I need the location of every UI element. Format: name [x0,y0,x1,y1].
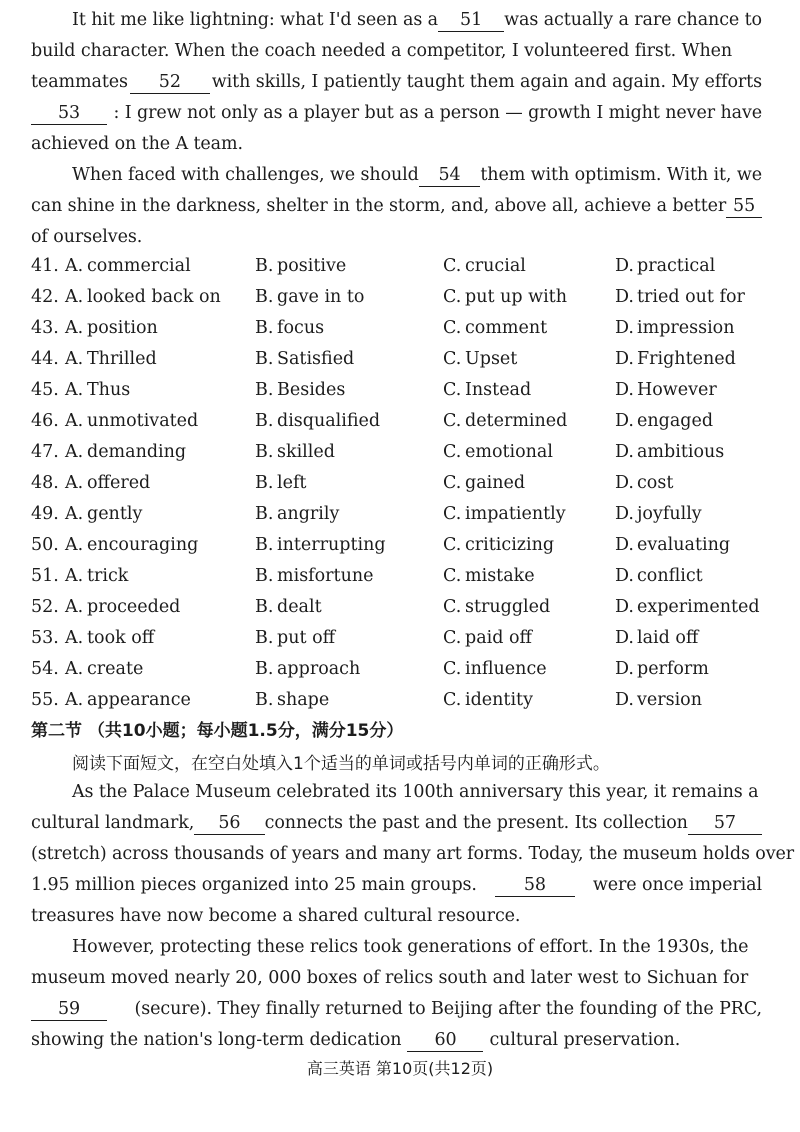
option-text: laid off [637,628,699,648]
option-text: identity [465,690,533,710]
option-text: comment [465,318,548,338]
option-a [31,530,198,561]
option-letter: D. [615,256,634,276]
blank-60: 60 [407,1029,483,1052]
blank-57: 57 [688,812,762,835]
option-text: mistake [465,566,535,586]
passage-grammar-fill [31,777,795,1056]
option-letter: C. [443,566,462,586]
option-text: dealt [277,597,322,617]
option-letter: A. [65,535,84,555]
text-line [31,963,762,994]
text-segment: showing the nation's long-term dedication [31,1030,402,1050]
option-d [615,344,736,375]
option-d [615,530,730,561]
option-letter: A. [65,628,84,648]
blank-54: 54 [419,164,481,187]
option-letter: C. [443,504,462,524]
text-segment: (stretch) across thousands of years and many art forms. Today, the museum holds over [31,844,795,864]
option-b [255,437,335,468]
option-letter: B. [255,659,274,679]
option-letter: D. [615,473,634,493]
text-segment: It hit me like lightning: what I'd seen as a [72,10,439,30]
option-letter: A. [65,442,84,462]
option-text: approach [277,659,361,679]
option-b [255,623,335,654]
option-letter: B. [255,597,274,617]
option-b [255,592,322,623]
option-a [31,561,128,592]
option-text: create [87,659,144,679]
option-letter: C. [443,349,462,369]
option-letter: C. [443,628,462,648]
text-line [31,870,762,901]
text-line [31,36,762,67]
option-row [31,561,771,592]
text-line [31,160,762,191]
option-d [615,654,709,685]
option-text: left [277,473,307,493]
question-number: 45. [31,380,59,400]
option-b [255,313,324,344]
option-text: misfortune [277,566,374,586]
option-row [31,437,771,468]
option-letter: A. [65,287,84,307]
option-text: took off [87,628,155,648]
option-text: shape [277,690,330,710]
option-c [443,561,535,592]
option-text: However [637,380,717,400]
option-text: commercial [87,256,191,276]
question-number: 52. [31,597,59,617]
passage-cloze-end [31,5,762,253]
option-letter: B. [255,287,274,307]
question-number: 44. [31,349,59,369]
option-c [443,685,533,716]
option-a [31,406,198,437]
option-letter: A. [65,411,84,431]
option-text: focus [277,318,325,338]
option-b [255,251,346,282]
text-line [31,839,795,870]
option-text: demanding [87,442,187,462]
option-row [31,313,771,344]
option-letter: C. [443,380,462,400]
question-number: 47. [31,442,59,462]
option-letter: B. [255,473,274,493]
option-letter: D. [615,349,634,369]
text-line [31,994,762,1025]
text-line [31,129,762,160]
text-segment: museum moved nearly 20, 000 boxes of relics south and later west to Sichuan for [31,968,749,988]
option-letter: D. [615,628,634,648]
question-number: 48. [31,473,59,493]
text-line [31,5,762,36]
option-text: crucial [465,256,526,276]
option-row [31,375,771,406]
option-d [615,685,702,716]
option-c [443,344,517,375]
option-text: joyfully [637,504,702,524]
option-text: engaged [637,411,714,431]
option-a [31,654,143,685]
text-segment: achieved on the A team. [31,134,243,154]
option-text: cost [637,473,674,493]
option-text: appearance [87,690,191,710]
option-letter: C. [443,597,462,617]
option-letter: C. [443,690,462,710]
option-row [31,468,771,499]
option-b [255,468,306,499]
question-number: 41. [31,256,59,276]
option-letter: A. [65,659,84,679]
option-text: emotional [465,442,553,462]
option-row [31,344,771,375]
option-d [615,313,734,344]
option-letter: B. [255,628,274,648]
question-number: 54. [31,659,59,679]
text-segment: connects the past and the present. Its collection [264,813,688,833]
option-letter: D. [615,287,634,307]
option-letter: B. [255,535,274,555]
option-text: trick [87,566,129,586]
option-a [31,251,191,282]
blank-53: 53 [31,102,107,125]
option-text: angrily [277,504,340,524]
option-letter: D. [615,566,634,586]
blank-55: 55 [726,195,762,218]
option-text: practical [637,256,716,276]
option-c [443,530,554,561]
option-a [31,468,150,499]
option-text: Thrilled [87,349,157,369]
option-text: Besides [277,380,346,400]
question-number: 49. [31,504,59,524]
question-number: 43. [31,318,59,338]
question-number: 50. [31,535,59,555]
option-c [443,468,525,499]
option-text: offered [87,473,151,493]
option-c [443,406,567,437]
text-line [31,1025,762,1056]
question-number: 51. [31,566,59,586]
option-a [31,375,130,406]
option-c [443,623,532,654]
option-d [615,561,703,592]
option-text: Upset [465,349,518,369]
option-text: proceeded [87,597,181,617]
option-a [31,313,158,344]
option-text: Frightened [637,349,736,369]
option-b [255,530,386,561]
option-b [255,344,354,375]
option-letter: D. [615,380,634,400]
option-text: gained [465,473,526,493]
option-text: looked back on [87,287,221,307]
option-row [31,685,771,716]
option-letter: D. [615,442,634,462]
text-segment: were once imperial [592,875,762,895]
question-number: 55. [31,690,59,710]
option-text: experimented [637,597,760,617]
option-c [443,282,567,313]
option-c [443,654,547,685]
option-text: criticizing [465,535,555,555]
option-text: Satisfied [277,349,355,369]
option-letter: C. [443,473,462,493]
option-d [615,406,713,437]
option-letter: D. [615,659,634,679]
option-text: gently [87,504,143,524]
text-line [31,777,762,808]
option-row [31,654,771,685]
text-segment: (secure). They finally returned to Beijing after the founding of the PRC, [134,999,762,1019]
option-b [255,654,360,685]
text-segment: of ourselves. [31,227,143,247]
option-letter: C. [443,535,462,555]
option-letter: A. [65,504,84,524]
option-text: impression [637,318,735,338]
option-b [255,282,364,313]
option-letter: C. [443,659,462,679]
option-letter: B. [255,349,274,369]
option-c [443,375,531,406]
option-letter: C. [443,287,462,307]
option-text: perform [637,659,709,679]
option-d [615,499,702,530]
option-d [615,592,760,623]
option-row [31,499,771,530]
option-letter: A. [65,690,84,710]
option-letter: B. [255,442,274,462]
option-text: tried out for [637,287,745,307]
option-text: version [637,690,702,710]
option-d [615,468,673,499]
option-letter: A. [65,380,84,400]
option-letter: A. [65,256,84,276]
blank-56: 56 [194,812,264,835]
text-segment: However, protecting these relics took generations of effort. In the 1930s, the [72,937,749,957]
option-d [615,437,724,468]
option-letter: B. [255,318,274,338]
option-row [31,592,771,623]
text-segment: teammates [31,72,128,92]
option-text: influence [465,659,547,679]
option-letter: A. [65,597,84,617]
option-text: evaluating [637,535,731,555]
option-letter: C. [443,442,462,462]
text-line [31,67,762,98]
text-segment: with skills, I patiently taught them again and again. My efforts [211,72,762,92]
text-segment: was actually a rare chance to [504,10,762,30]
option-text: interrupting [277,535,386,555]
option-letter: D. [615,411,634,431]
text-segment: As the Palace Museum celebrated its 100th anniversary this year, it remains a [72,782,759,802]
option-letter: B. [255,504,274,524]
option-row [31,530,771,561]
option-a [31,499,142,530]
option-row [31,406,771,437]
option-c [443,251,526,282]
option-letter: A. [65,318,84,338]
text-line [31,808,762,839]
option-letter: A. [65,473,84,493]
option-row [31,251,771,282]
text-segment: build character. When the coach needed a competitor, I volunteered first. When [31,41,733,61]
text-segment: 1.95 million pieces organized into 25 main groups. [31,875,477,895]
option-text: put off [277,628,336,648]
option-text: position [87,318,158,338]
question-number: 42. [31,287,59,307]
option-b [255,406,380,437]
question-number: 46. [31,411,59,431]
option-c [443,313,547,344]
text-segment: When faced with challenges, we should [72,165,419,185]
option-text: determined [465,411,568,431]
blank-58: 58 [495,874,575,897]
option-letter: A. [65,566,84,586]
text-line [31,191,762,222]
option-d [615,623,698,654]
option-a [31,685,191,716]
option-letter: D. [615,535,634,555]
text-segment: them with optimism. With it, we [480,165,762,185]
option-letter: C. [443,318,462,338]
option-a [31,344,157,375]
option-letter: B. [255,690,274,710]
option-row [31,623,771,654]
option-text: ambitious [637,442,725,462]
option-letter: D. [615,504,634,524]
option-b [255,375,345,406]
option-text: paid off [465,628,532,648]
text-line [31,222,762,253]
option-d [615,251,715,282]
option-letter: B. [255,380,274,400]
option-text: disqualified [277,411,381,431]
option-c [443,437,553,468]
blank-59: 59 [31,998,107,1021]
option-letter: C. [443,411,462,431]
option-letter: B. [255,411,274,431]
option-text: conflict [637,566,703,586]
option-a [31,282,221,313]
text-segment: : I grew not only as a player but as a person — growth I might never have [113,103,762,123]
option-text: encouraging [87,535,199,555]
option-a [31,437,186,468]
option-letter: D. [615,318,634,338]
option-text: positive [277,256,347,276]
option-c [443,499,566,530]
option-b [255,499,339,530]
blank-52: 52 [130,71,210,94]
text-segment: cultural landmark, [31,813,195,833]
option-text: Thus [87,380,131,400]
option-letter: C. [443,256,462,276]
option-text: struggled [465,597,551,617]
option-letter: D. [615,597,634,617]
option-row [31,282,771,313]
option-text: put up with [465,287,567,307]
option-d [615,282,745,313]
option-letter: B. [255,256,274,276]
option-letter: D. [615,690,634,710]
text-segment: treasures have now become a shared cultural resource. [31,906,521,926]
text-line [31,98,762,129]
option-letter: A. [65,349,84,369]
text-segment: can shine in the darkness, shelter in the storm, and, above all, achieve a better [31,196,727,216]
section-instruction: 阅读下面短文，在空白处填入1个适当的单词或括号内单词的正确形式。 [72,754,610,774]
option-a [31,623,154,654]
text-line [31,932,762,963]
question-number: 53. [31,628,59,648]
page-footer: 高三英语 第10页(共12页) [306,1059,494,1078]
option-b [255,685,329,716]
option-c [443,592,550,623]
option-text: impatiently [465,504,566,524]
text-segment: cultural preservation. [489,1030,681,1050]
text-line [31,901,762,932]
blank-51: 51 [438,9,504,32]
option-d [615,375,717,406]
option-a [31,592,180,623]
section-heading: 第二节 （共10小题；每小题1.5分，满分15分） [31,721,404,741]
option-text: Instead [465,380,532,400]
option-text: skilled [277,442,335,462]
option-b [255,561,373,592]
option-text: unmotivated [87,411,199,431]
option-text: gave in to [277,287,365,307]
option-letter: B. [255,566,274,586]
